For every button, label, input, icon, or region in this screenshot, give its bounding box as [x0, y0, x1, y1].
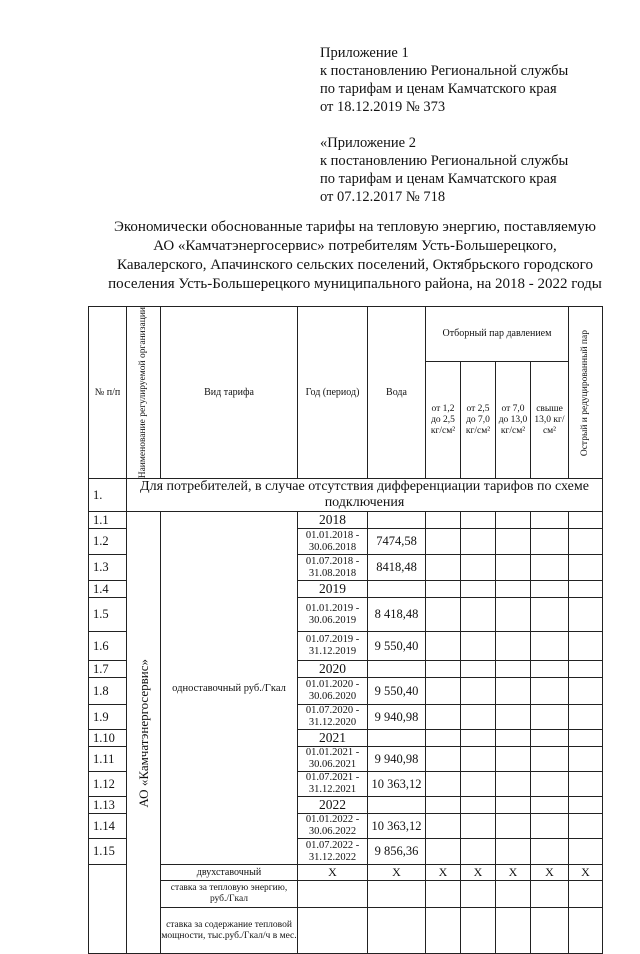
period-year: 2019 [298, 581, 368, 598]
row-num: 1.10 [89, 730, 127, 747]
period-range: 01.01.2019 - 30.06.2019 [298, 598, 368, 632]
period-range: 01.01.2018 - 30.06.2018 [298, 529, 368, 555]
x-mark: X [496, 865, 531, 881]
title-line: поселения Усть-Большерецкого муниципального района, на 2018 - 2022 годы [108, 276, 602, 292]
title-line: Кавалерского, Апачинского сельских поселений, Октябрьского городского [117, 257, 593, 273]
steam-sub-4: свыше 13,0 кг/см² [531, 361, 569, 479]
x-mark: X [426, 865, 461, 881]
water-value: 9 940,98 [368, 747, 426, 772]
appendix-header [320, 44, 568, 206]
row-num: 1.12 [89, 772, 127, 797]
rate-energy-label: ставка за тепловую энергию, руб./Гкал [161, 881, 298, 908]
row-num: 1.4 [89, 581, 127, 598]
row-num: 1.9 [89, 705, 127, 730]
water-value: 9 856,36 [368, 839, 426, 865]
period-range: 01.07.2021 - 31.12.2021 [298, 772, 368, 797]
row-num: 1.13 [89, 797, 127, 814]
period-year: 2022 [298, 797, 368, 814]
row-num: 1.2 [89, 529, 127, 555]
steam-sub-3: от 7,0 до 13,0 кг/см² [496, 361, 531, 479]
org-name-cell: АО «Камчатэнергосервис» [127, 512, 161, 954]
col-num-header: № п/п [89, 307, 127, 479]
col-sharp-header: Острый и редуцированный пар [569, 307, 603, 479]
section-title: Для потребителей, в случае отсутствия дифференциации тарифов по схеме подключения [127, 479, 603, 512]
tariff-table [88, 306, 603, 954]
x-mark: X [531, 865, 569, 881]
water-value: 8418,48 [368, 555, 426, 581]
row-num: 1.5 [89, 598, 127, 632]
water-value: 7474,58 [368, 529, 426, 555]
appendix1-line: к постановлению Региональной службы [320, 63, 569, 79]
period-year: 2018 [298, 512, 368, 529]
title-line: АО «Камчатэнергосервис» потребителям Усть-Большерецкого, [153, 238, 557, 254]
water-value: 9 550,40 [368, 678, 426, 705]
period-year: 2021 [298, 730, 368, 747]
document-title [90, 218, 620, 294]
row-num: 1.8 [89, 678, 127, 705]
section-num: 1. [89, 479, 127, 512]
appendix1-line: Приложение 1 [320, 45, 409, 61]
period-range: 01.01.2020 - 30.06.2020 [298, 678, 368, 705]
appendix1-line: по тарифам и ценам Камчатского края [320, 81, 557, 97]
x-mark: X [569, 865, 603, 881]
period-range: 01.01.2022 - 30.06.2022 [298, 814, 368, 839]
appendix2-line: по тарифам и ценам Камчатского края [320, 171, 557, 187]
row-num: 1.14 [89, 814, 127, 839]
appendix2-line: к постановлению Региональной службы [320, 153, 569, 169]
water-value: 10 363,12 [368, 772, 426, 797]
tariff-type-two: двухставочный [161, 865, 298, 881]
water-value: 9 940,98 [368, 705, 426, 730]
water-value: 9 550,40 [368, 632, 426, 661]
x-mark: X [298, 865, 368, 881]
appendix2-line: от 07.12.2017 № 718 [320, 189, 446, 205]
row-num-empty [89, 865, 127, 954]
col-steam-header: Отборный пар давлением [426, 307, 569, 362]
title-line: Экономически обоснованные тарифы на тепловую энергию, поставляемую [113, 219, 596, 235]
col-year-header: Год (период) [298, 307, 368, 479]
period-range: 01.01.2021 - 30.06.2021 [298, 747, 368, 772]
row-num: 1.11 [89, 747, 127, 772]
x-mark: X [368, 865, 426, 881]
row-num: 1.15 [89, 839, 127, 865]
steam-sub-1: от 1,2 до 2,5 кг/см² [426, 361, 461, 479]
steam-sub-2: от 2,5 до 7,0 кг/см² [461, 361, 496, 479]
col-org-header: Наименование регулируемой организации [127, 307, 161, 479]
x-mark: X [461, 865, 496, 881]
tariff-type-one: одноставочный руб./Гкал [161, 512, 298, 865]
appendix2-line: «Приложение 2 [320, 135, 416, 151]
water-value: 8 418,48 [368, 598, 426, 632]
col-water-header: Вода [368, 307, 426, 479]
appendix1-line: от 18.12.2019 № 373 [320, 99, 446, 115]
row-num: 1.3 [89, 555, 127, 581]
rate-capacity-label: ставка за содержание тепловой мощности, тыс.руб./Гкал/ч в мес. [161, 908, 298, 954]
period-range: 01.07.2022 - 31.12.2022 [298, 839, 368, 865]
row-num: 1.6 [89, 632, 127, 661]
row-num: 1.7 [89, 661, 127, 678]
period-range: 01.07.2020 - 31.12.2020 [298, 705, 368, 730]
period-year: 2020 [298, 661, 368, 678]
row-num: 1.1 [89, 512, 127, 529]
col-type-header: Вид тарифа [161, 307, 298, 479]
water-value: 10 363,12 [368, 814, 426, 839]
period-range: 01.07.2018 - 31.08.2018 [298, 555, 368, 581]
period-range: 01.07.2019 - 31.12.2019 [298, 632, 368, 661]
